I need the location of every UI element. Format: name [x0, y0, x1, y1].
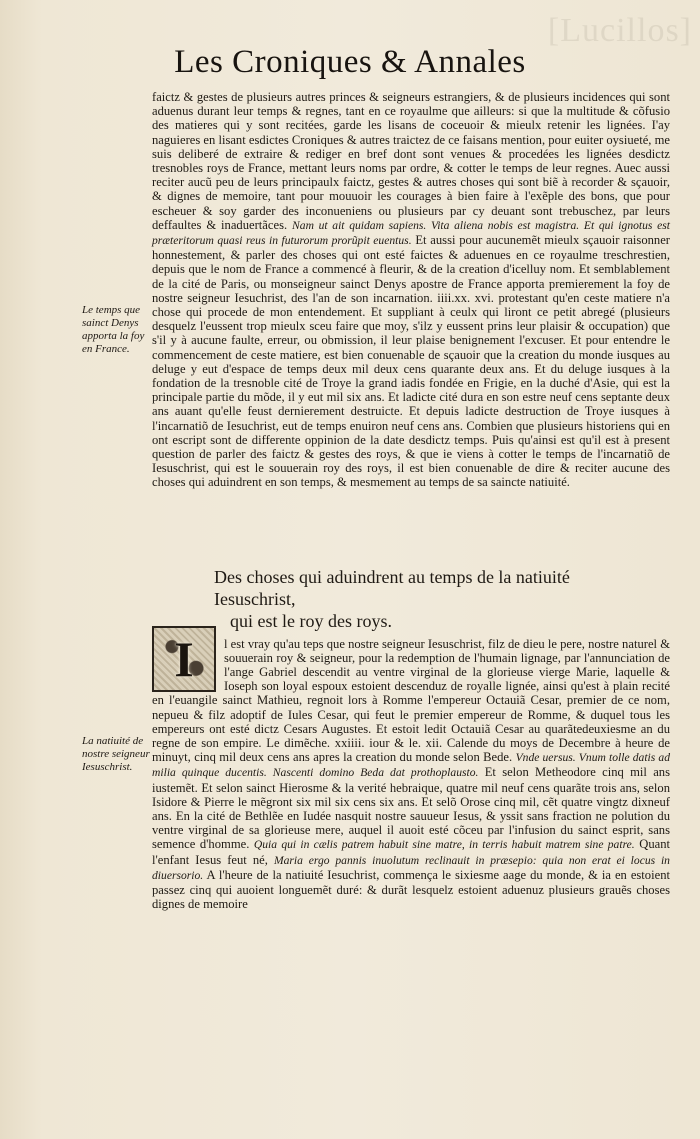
chapter-text-block [152, 624, 670, 924]
body-text: A l'heure de la natiuité Iesuchrist, commença le sixiesme aage du monde, & ia en estoient passez cinq qui auoient longuemẽt duré: & durãt lesquelz estoient aduenuz plusieurs grauẽs choses dignes de memoire [152, 867, 670, 912]
body-text: Et aussi pour aucunemẽt mieulx sçauoir raisonner honnestement, & parler des choses qui ont esté faictes & aduenues en ce royaulme treschrestien, depuis que le nom de France a commencé à fleurir, & de la creation d'icelluy nom. Et semblablement de la cité de Paris, ou monseigneur sainct Denys apostre de France apporta premierement la foy de nostre seigneur Iesuchrist, des l'an de son incarnation. iiii.xx. xvi. protestant qu'en ceste matiere n'a chose qui procede de mon entendement. Et suppliant à ceulx qui liront ce petit abregé (plusieurs desquelz l'eussent trop mieulx sceu faire que moy, s'ilz y eussent prins leur plaisir & occupation) que s'il y à aucune faulte, erreur, ou obmission, il leur plaise benignement l'excuser. Et pour entendre le commencement de ceste matiere, est bien conuenable de sçauoir que la creation du monde iusques au deluge y eut d'espace de temps deux mil deux cens quarante deux ans. Et du deluge iusques à la fondation de la tresnoble cité de Troye la grand iadis fondée en Frigie, en la duché d'Asie, qui est la principale partie du mõde, il y eut mil six ans. Et ladicte cité dura en son estre neuf cens septante deux ans auant qu'elle feust dernierement destruicte. Et depuis ladicte destruction de Troye iusques à l'incarnatiõ de Iesuchrist, eut de temps enuiron neuf cens ans. Combien que plusieurs historiens qui en ont escript sont de differente oppinion de la date desdictz temps. Puis qu'ainsi est qu'il est à present question de parler des faictz & gestes des roys, & que ie viens à cotter le temps de l'incarnatiõ de Iesuschrist, qui est le souuerain roy des roys, il est bien conuenable de dire & reciter aucune des choses qui aduindrent en son temps, & mesmement au temps de sa saincte natiuité. [152, 233, 670, 490]
body-text: Et selon Metheodore cinq mil ans iustemẽt. Et selon sainct Hierosme & la verité hebraique, quatre mil neuf cens quarãte trois ans, selon Isidore & Pierre le mẽgront six mil six cens six ans. Et selõ Orose cinq mil, cẽt quatre vingtz dixneuf ans. En la cité de Bethlẽe en Iudée nasquit nostre sauueur Iesus, & yssit sans fraction ne polution du ventre virginal de sa glorieuse mere, auquel il auoit esté cõceu par l'infusion du sainct esprit, sans semence d'homme. [152, 765, 670, 852]
section-title-line: qui est le roy des roys. [230, 611, 392, 631]
running-head: Les Croniques & Annales [174, 44, 526, 80]
paragraph [152, 90, 670, 490]
main-text-block [152, 90, 670, 490]
section-title-line: Des choses qui aduindrent au temps de la natiuité Iesuschrist, [214, 567, 570, 609]
margin-note: Le temps que sainct Denys apporta la foy en France. [82, 304, 145, 355]
paragraph [152, 637, 670, 912]
body-text: Quant l'enfant Iesus feut né, [152, 837, 670, 867]
latin-quote: Quia qui in cælis patrem habuit sine matre, in terris habuit matrem sine patre. [253, 838, 635, 852]
body-text: faictz & gestes de plusieurs autres princes & seigneurs estrangiers, & de plusieurs incidences qui sont aduenus durant leur temps & regnes, tant en ce royaulme que ailleurs: si que la multitude & cõfusio des matieres qui y sont recitées, garde les lisans de coceuoir & mieulx retenir les lignées. I'ay naguieres en lisant esdictes Croniques & autres traictez de ce faisans mention, pour euiter oysiueté, me suis deliberé de extraire & rediger en bref dont sont venues & procedées les lignées desdictz tresnobles roys de France, mettant leurs noms par ordre, & cotter le temps de leur regnes. Auec aussi reciter aucũ peu de leurs principaulx faictz, gestes & autres choses qui sont biẽ à recorder & sçauoir, & dignes de memoire, tant pour mouuoir les courages à bien faire à l'exẽple des bons, que pour escheuer & soy garder des inconueniens ou plusieurs par cy deuant sont trebuschez, par leurs deffaultes & inaduertãces. [152, 90, 670, 232]
section-title [214, 566, 634, 632]
ornamental-dropcap-icon [152, 626, 216, 692]
latin-quote: Nam ut ait quidam sapiens. Vita aliena nobis est magistra. Et qui ignotus est præteritorum quasi reus in futurorum prorũpit euentus. [152, 218, 670, 248]
latin-quote: Maria ergo pannis inuolutum reclinauit in præsepio: quia non erat ei locus in diuersorio. [152, 853, 670, 882]
body-text: l est vray qu'au teps que nostre seigneur Iesuschrist, filz de dieu le pere, nostre naturel & souuerain roy & seigneur, pour la redemption de l'humain lignage, par l'annunciation de l'ange Gabriel descendit au ventre virginal de la glorieuse vierge Marie, laquelle & Ioseph son loyal espoux estoient descenduz de royalle lignée, ainsi qu'est à plain recité en l'euangile sainct Mathieu, regnoit lors à Romme l'empereur Octauiã Cesar, premier de ce nom, nepueu & filz adoptif de Iules Cesar, qui feut le premier empereur de Romme, & duquel tous les empereurs ont esté dictz Cesars Augustes. Et estoit ledit Octauiã Cesar au quarãtedeuxiesme an du regne de son empire. Le dimẽche. xxiiii. iour & le. xii. Calende du moys de Decembre à heure de minuyt, cinq mil deux cens ans apres la creation du monde selon Bede. [152, 636, 670, 765]
latin-quote: Vnde uersus. Vnum tolle datis ad milia quinque ducentis. Nascenti domino Beda dat prothoplausto. [152, 751, 670, 780]
bleed-through-header: [Lucillos] [547, 12, 692, 49]
margin-note: La natiuité de nostre seigneur Iesuschrist. [82, 735, 150, 773]
dropcap-letter: I [174, 630, 194, 687]
